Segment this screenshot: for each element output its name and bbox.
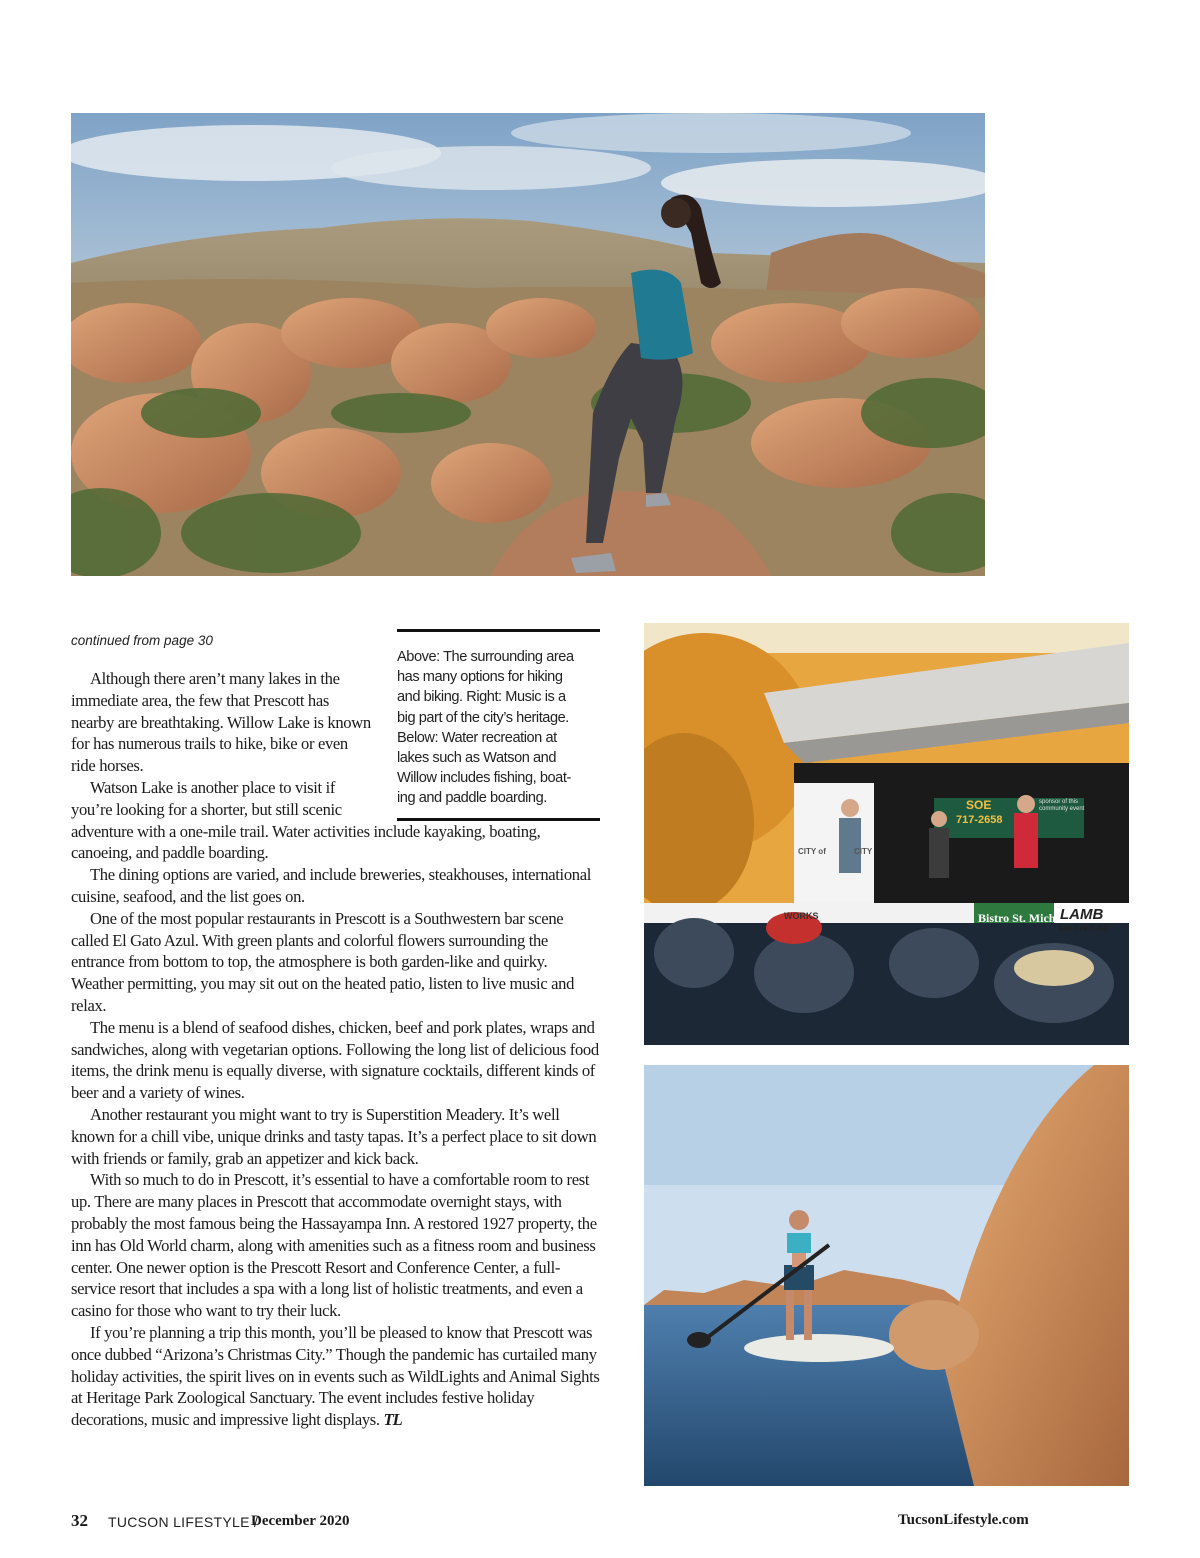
hero-photo-hiker — [71, 113, 985, 576]
article-paragraph-text: If you’re planning a trip this month, you’ll be pleased to know that Prescott was once dubbed “Arizona’s Christmas City.” Though the pandemic has curtailed many holiday activities, the spirit lives on in events such as WildLights and Animal Sights at Heritage Park Zoological Sanctuary. The event includes festive holiday decorations, music and impressive light displays. — [71, 1322, 600, 1430]
works-sign: WORKS — [784, 911, 819, 921]
end-mark: TL — [383, 1410, 402, 1430]
article-paragraph-last — [71, 1322, 601, 1431]
article-paragraph: The menu is a blend of seafood dishes, chicken, beef and pork plates, wraps and sandwiches, along with vegetarian options. Following the long list of delicious food items, the drink menu is equally diverse, with signature cocktails, different kinds of beer and a variety of wines. — [71, 1017, 599, 1103]
article-paragraph-narrow: Watson Lake is another place to visit if you’re looking for a shorter, but still scenic — [71, 777, 342, 819]
booth-sign-top: SOE — [966, 798, 992, 812]
caption-line: Above: The surrounding area — [397, 649, 574, 665]
booth-number: 717-2658 — [956, 814, 1003, 826]
stage-right-sign: CITY — [854, 847, 873, 856]
caption-line: Willow includes fishing, boat- — [397, 770, 571, 787]
sponsor-note: sponsor of this community event — [1039, 799, 1085, 812]
page-number: 32 — [71, 1511, 88, 1530]
continued-note: continued from page 30 — [71, 633, 213, 648]
concert-stage-photo — [644, 623, 1129, 1045]
caption-line: Below: Water recreation at — [397, 729, 557, 746]
phone-banner: 928-778-5262 — [1058, 924, 1108, 933]
bistro-sign: Bistro St. Michael — [978, 911, 1071, 925]
article-paragraph: Another restaurant you might want to try is Superstition Meadery. It’s well known for a chill vibe, unique drinks and tasty tapas. It’s a perfect place to sit down with friends or family, grab an appetizer and kick back. — [71, 1104, 597, 1168]
article-paragraph: Although there aren’t many lakes in the immediate area, the few that Prescott has nearby are breathtaking. Willow Lake is known for has numerous trails to hike, bike or even ride horses. — [71, 669, 371, 776]
article-paragraph: With so much to do in Prescott, it’s essential to have a comfortable room to rest up. There are many places in Prescott that accommodate overnight stays, with probably the most famous being the Hassayampa Inn. A restored 1927 property, the inn has Old World charm, along with amenities such as a fitness room and business center. One newer option is the Prescott Resort and Conference Center, a full-service resort that includes a spa with a long list of holistic treatments, and even a casino for those who want to try their luck. — [71, 1170, 597, 1321]
caption-line: ing and paddle boarding. — [397, 790, 547, 807]
publication-name: TUCSON LIFESTYLE / — [108, 1514, 259, 1530]
caption-line: has many options for hiking — [397, 669, 563, 686]
article-paragraph — [71, 777, 601, 864]
article-paragraph: One of the most popular restaurants in Prescott is a Southwestern bar scene called El Gato Azul. With green plants and colorful flowers surrounding the entrance from bottom to top, the atmosphere is both garden-like and quirky. Weather permitting, you may sit out on the heated patio, listen to live music and relax. — [71, 908, 575, 1015]
website-url[interactable]: TucsonLifestyle.com — [898, 1512, 1029, 1528]
caption-line: and biking. Right: Music is a — [397, 689, 566, 706]
caption-line: big part of the city’s heritage. — [397, 709, 569, 726]
issue-date: December 2020 — [251, 1513, 350, 1529]
article-paragraph: The dining options are varied, and include breweries, steakhouses, international cuisine, seafood, and the list goes on. — [71, 865, 591, 906]
article-body — [71, 668, 601, 1431]
stage-left-sign: CITY of — [798, 847, 826, 856]
lamb-banner: LAMB — [1060, 906, 1104, 923]
caption-line: lakes such as Watson and — [397, 750, 557, 767]
article-paragraph-wide: adventure with a one-mile trail. Water activities include kayaking, boating, canoeing, and paddle boarding. — [71, 821, 541, 863]
paddleboard-lake-photo — [644, 1065, 1129, 1486]
